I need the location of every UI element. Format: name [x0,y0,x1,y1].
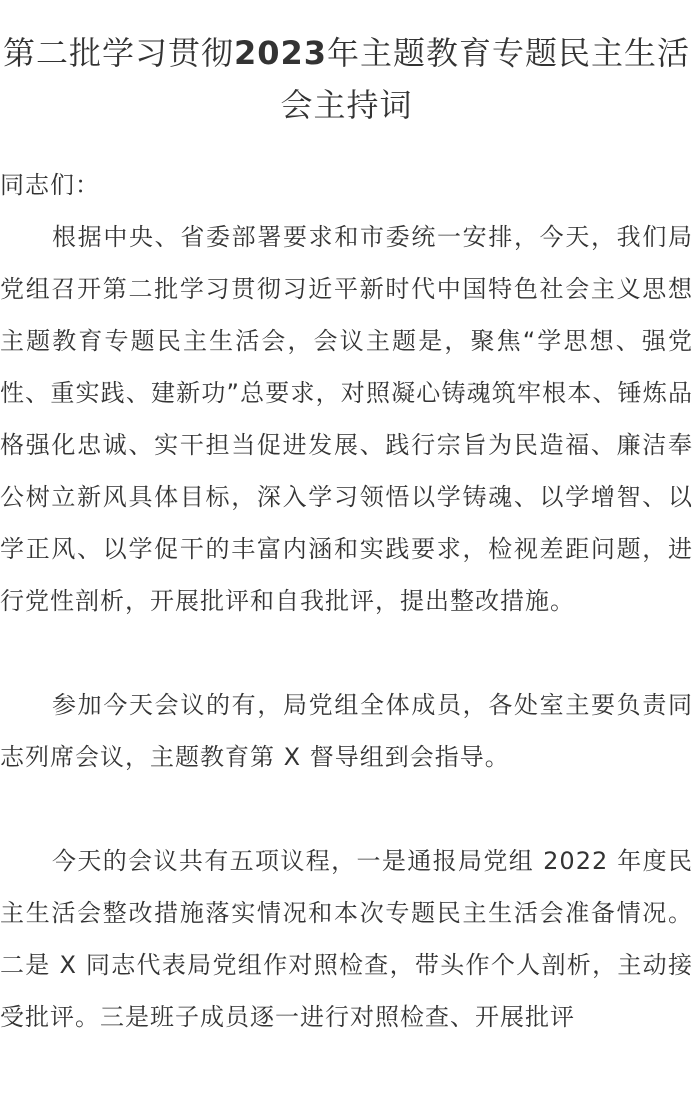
paragraph-gap [0,627,693,679]
title-year: 2023 [233,34,328,72]
paragraph-attendees: 参加今天会议的有，局党组全体成员，各处室主要负责同志列席会议，主题教育第 X 督导组到会指导。 [0,691,693,771]
salutation: 同志们： [0,171,100,199]
title-text-part2: 年主题教育专题民主生活会主持词 [280,34,691,124]
title-text-part1: 第二批学习贯彻 [2,34,234,72]
paragraph-gap [0,783,693,835]
document-title [0,0,693,131]
paragraph-opening: 根据中央、省委部署要求和市委统一安排，今天，我们局党组召开第二批学习贯彻习近平新时代中国特色社会主义思想主题教育专题民主生活会，会议主题是，聚焦“学思想、强党性、重实践、建新功”总要求，对照凝心铸魂筑牢根本、锤炼品格强化忠诚、实干担当促进发展、践行宗旨为民造福、廉洁奉公树立新风具体目标，深入学习领悟以学铸魂、以学增智、以学正风、以学促干的丰富内涵和实践要求，检视差距问题，进行党性剖析，开展批评和自我批评，提出整改措施。 [0,223,693,615]
document-body [0,159,693,1043]
paragraph-agenda: 今天的会议共有五项议程，一是通报局党组 2022 年度民主生活会整改措施落实情况和本次专题民主生活会准备情况。二是 X 同志代表局党组作对照检查，带头作个人剖析，主动接受批评。三是班子成员逐一进行对照检查、开展批评 [0,847,693,1031]
